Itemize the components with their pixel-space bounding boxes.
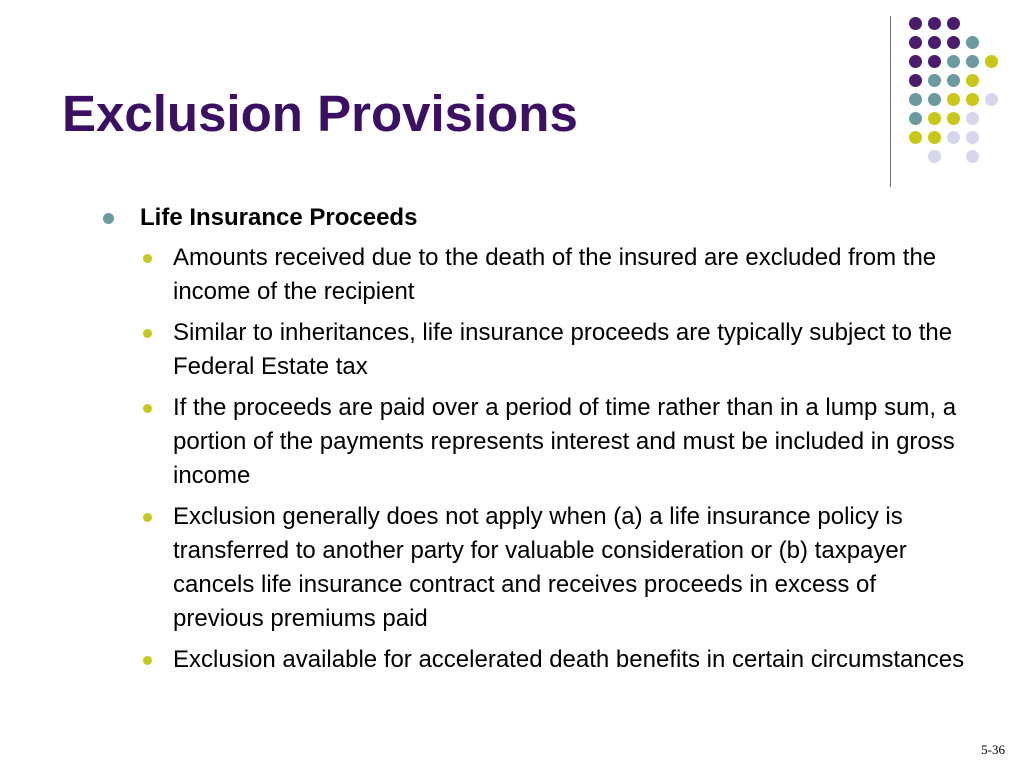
decorative-dot-icon <box>947 93 960 106</box>
yellow-bullet-icon <box>143 404 152 413</box>
decorative-dot-icon <box>985 55 998 68</box>
decorative-dot-icon <box>928 131 941 144</box>
decorative-dot-icon <box>966 74 979 87</box>
yellow-bullet-icon <box>143 656 152 665</box>
sub-bullet-text: Exclusion available for accelerated death benefits in certain circumstances <box>173 646 965 673</box>
decorative-dot-icon <box>947 17 960 30</box>
sub-bullet <box>100 241 973 309</box>
decorative-dot-icon <box>947 74 960 87</box>
vertical-divider <box>890 16 891 187</box>
decorative-dot-icon <box>985 93 998 106</box>
slide-title: Exclusion Provisions <box>62 85 578 142</box>
decorative-dot-icon <box>928 150 941 163</box>
teal-bullet-icon <box>103 213 114 224</box>
section-heading: Life Insurance Proceeds <box>140 204 418 231</box>
decorative-dot-icon <box>909 131 922 144</box>
decorative-dot-icon <box>909 93 922 106</box>
sub-bullet-text: Exclusion generally does not apply when (a) a life insurance policy is transferred to another party for valuable consideration or (b) taxpayer cancels life insurance contract and receives proceeds in excess of previous premiums paid <box>173 503 907 632</box>
page-number: 5-36 <box>981 742 1005 757</box>
sub-bullet <box>100 316 973 384</box>
decorative-dot-icon <box>947 36 960 49</box>
sub-bullet <box>100 500 973 636</box>
sub-bullet-list <box>100 241 980 677</box>
decorative-dot-icon <box>928 112 941 125</box>
yellow-bullet-icon <box>143 513 152 522</box>
yellow-bullet-icon <box>143 254 152 263</box>
decorative-dot-icon <box>947 112 960 125</box>
sub-bullet-text: Amounts received due to the death of the insured are excluded from the income of the recipient <box>173 244 937 305</box>
decorative-dot-icon <box>909 36 922 49</box>
sub-bullet <box>100 643 973 677</box>
decorative-dot-icon <box>966 150 979 163</box>
decorative-dot-icon <box>928 17 941 30</box>
decorative-dot-icon <box>928 55 941 68</box>
sub-bullet-text: Similar to inheritances, life insurance proceeds are typically subject to the Federal Estate tax <box>173 319 953 380</box>
slide-content <box>100 199 980 684</box>
decorative-dot-icon <box>928 74 941 87</box>
decorative-dot-icon <box>966 93 979 106</box>
decorative-dot-icon <box>909 74 922 87</box>
decorative-dot-icon <box>966 112 979 125</box>
decorative-dot-icon <box>928 36 941 49</box>
decorative-dot-icon <box>947 55 960 68</box>
decorative-dot-icon <box>909 112 922 125</box>
decorative-dot-icon <box>966 131 979 144</box>
decorative-dot-icon <box>928 93 941 106</box>
decorative-dot-icon <box>947 131 960 144</box>
decorative-dot-icon <box>909 17 922 30</box>
decorative-dot-icon <box>966 55 979 68</box>
sub-bullet <box>100 391 973 493</box>
decorative-dot-icon <box>966 36 979 49</box>
decorative-dot-icon <box>909 55 922 68</box>
sub-bullet-text: If the proceeds are paid over a period of time rather than in a lump sum, a portion of the payments represents interest and must be included in gross income <box>173 394 957 489</box>
yellow-bullet-icon <box>143 329 152 338</box>
bullet-level1 <box>100 199 980 237</box>
